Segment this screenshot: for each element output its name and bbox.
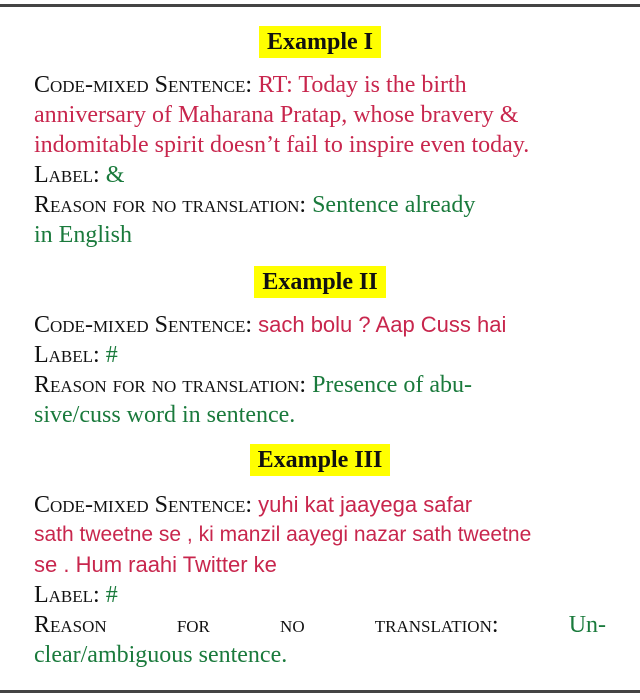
example-2-heading: Example II [254,266,385,298]
example-2-reason-line-2: sive/cuss word in sentence. [34,402,296,428]
example-1-label-value: & [105,162,125,188]
example-3-sentence-text-1: yuhi kat jaayega safar [258,492,473,517]
reason-field-label: Reason for no translation: [34,612,499,638]
label-field-label: Label: [34,582,100,608]
example-2-sentence-line-1 [34,310,606,340]
example-3-reason-line-1 [34,610,606,640]
example-3-sentence-line-3: se . Hum raahi Twitter ke [34,552,277,577]
example-1-reason-text-1: Sentence already [312,192,476,218]
sentence-field-label: Code-mixed Sentence: [34,312,253,338]
example-1-reason-line-1 [34,190,606,220]
example-1-reason-line-2: in English [34,222,133,248]
example-1-sentence-line-3: indomitable spirit doesn’t fail to inspire even today. [34,132,530,158]
example-1-sentence-line-2: anniversary of Maharana Pratap, whose bravery & [34,102,519,128]
label-field-label: Label: [34,162,100,188]
example-3-reason-line-2: clear/ambiguous sentence. [34,642,288,668]
example-2-reason-line-1 [34,370,606,400]
example-2 [34,266,606,430]
example-1-sentence-text-1: RT: Today is the birth [258,72,467,98]
example-3-sentence-line-1 [34,490,606,520]
example-3-label-line [34,580,606,610]
example-1 [34,26,606,250]
reason-field-label: Reason for no translation: [34,372,307,398]
example-3-reason-text-1: Un- [568,612,607,638]
example-3-heading: Example III [250,444,391,476]
sentence-field-label: Code-mixed Sentence: [34,72,253,98]
example-1-label-line [34,160,606,190]
example-2-reason-text-1: Presence of abu- [312,372,473,398]
example-2-sentence-text-1: sach bolu ? Aap Cuss hai [258,312,507,337]
example-2-label-line [34,340,606,370]
example-1-heading: Example I [259,26,381,58]
example-3-label-value: # [105,582,118,608]
reason-field-label: Reason for no translation: [34,192,307,218]
label-field-label: Label: [34,342,100,368]
example-1-sentence-line-1 [34,70,606,100]
sentence-field-label: Code-mixed Sentence: [34,492,253,518]
example-3 [34,444,606,670]
example-2-label-value: # [105,342,118,368]
example-3-sentence-line-2: sath tweetne se , ki manzil aayegi nazar sath tweetne [34,523,532,546]
